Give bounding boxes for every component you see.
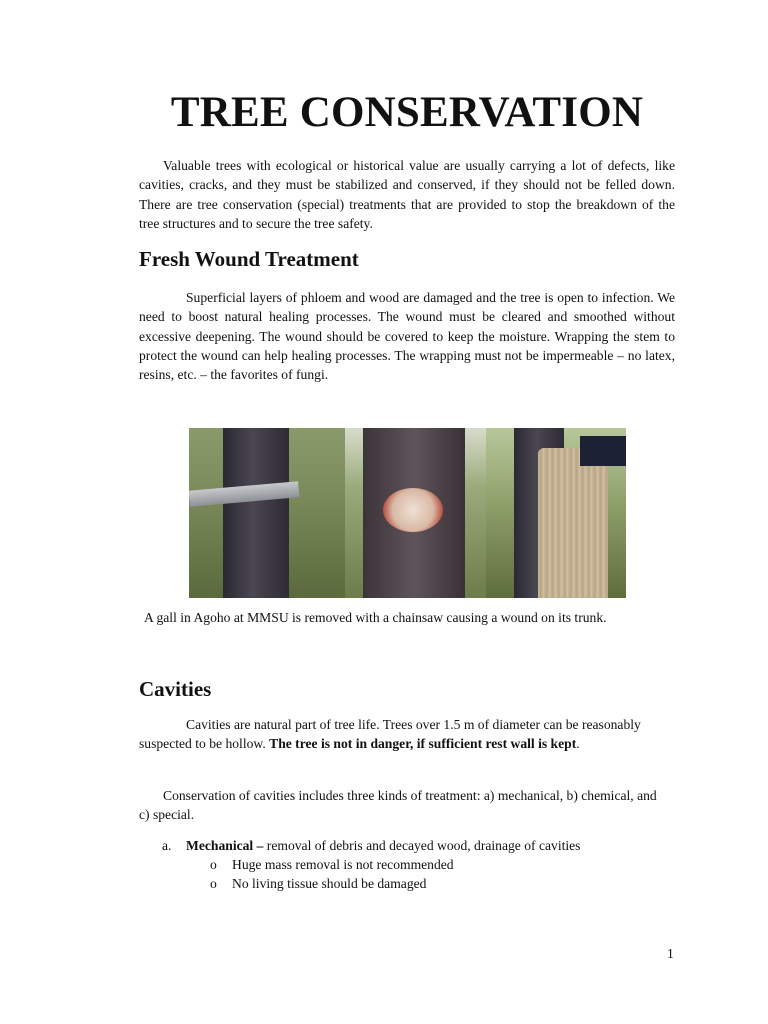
sub-list-item (210, 874, 426, 893)
list-marker: a. (162, 838, 172, 853)
cavities-heading: Cavities (139, 677, 212, 701)
page-number: 1 (667, 946, 674, 961)
list-item-mechanical (162, 836, 580, 855)
fresh-wound-heading: Fresh Wound Treatment (139, 247, 359, 271)
cavities-p1-bold: The tree is not in danger, if sufficient rest wall is kept (269, 736, 577, 752)
photo-trunk-wrapping (486, 428, 626, 598)
cavities-paragraph-1 (139, 715, 679, 754)
sub-item-text: No living tissue should be damaged (232, 876, 427, 891)
cavities-paragraph-2: Conservation of cavities includes three kinds of treatment: a) mechanical, b) chemical, and c) special. (139, 788, 657, 823)
cavities-p1-text: Cavities are natural part of tree life. Trees over 1.5 m of diameter can be reasonably suspected to be hollow. (139, 717, 641, 752)
photo-chainsaw-cut (189, 428, 345, 598)
cavities-p1-end: . (576, 736, 580, 752)
fresh-wound-paragraph: Superficial layers of phloem and wood are damaged and the tree is open to infection. We need to boost natural healing processes. The wound must be cleared and smoothed without excessive deepening. The wound should be covered to keep the moisture. Wrapping the stem to protect the wound can help healing processes. The wrapping must not be impermeable – no latex, resins, etc. – the favorites of fungi. (139, 290, 675, 383)
sub-item-text: Huge mass removal is not recommended (232, 857, 454, 872)
tree-trunk (223, 428, 289, 598)
list-item-text: removal of debris and decayed wood, drainage of cavities (263, 838, 581, 853)
intro-paragraph: Valuable trees with ecological or historical value are usually carrying a lot of defects, like cavities, cracks, and they must be stabilized and conserved, if they should not be felled down. There are tree conservation (special) treatments that are provided to stop the breakdown of the tree structures and to secure the tree safety. (139, 158, 675, 231)
sub-list-item (210, 855, 454, 874)
page-title: TREE CONSERVATION (170, 89, 644, 136)
trunk-wound (383, 488, 443, 532)
tree-treatment-photos (189, 428, 626, 598)
photo-trunk-wound (345, 428, 486, 598)
figure-caption: A gall in Agoho at MMSU is removed with a chainsaw causing a wound on its trunk. (144, 610, 607, 625)
burlap-wrapping (538, 448, 608, 598)
sub-bullet: o (210, 857, 217, 872)
person-arm (580, 436, 626, 466)
sub-bullet: o (210, 876, 217, 891)
list-item-label: Mechanical – (186, 838, 264, 853)
